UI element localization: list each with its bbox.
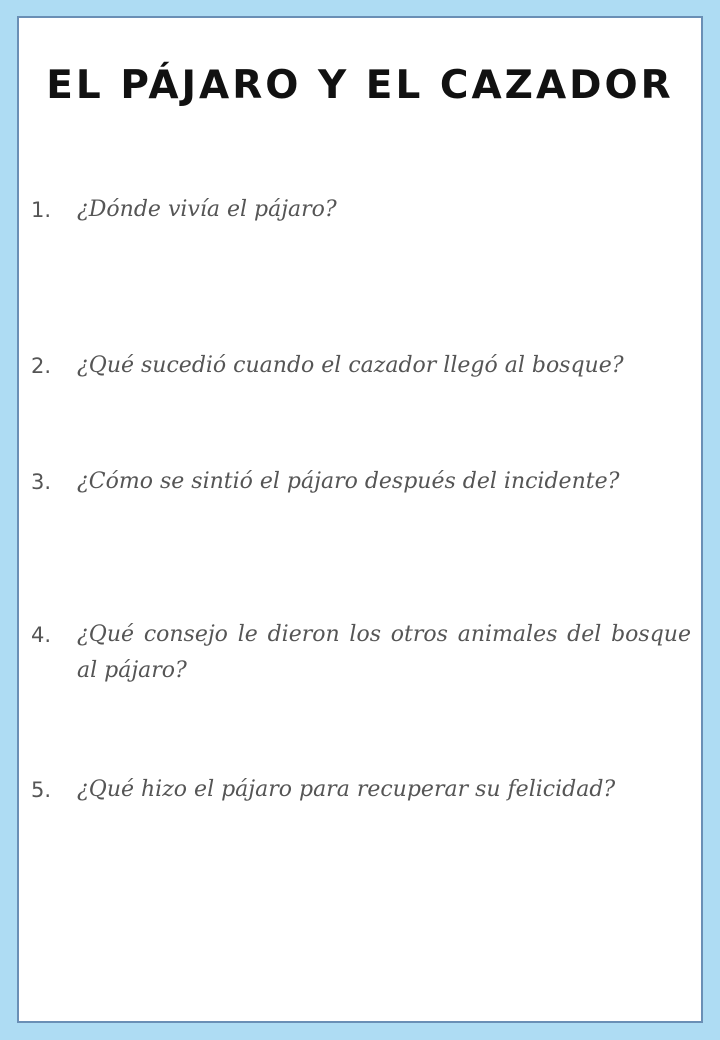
question-text: ¿Qué consejo le dieron los otros animales del bosque al pájaro? xyxy=(77,622,691,683)
question-text: ¿Qué hizo el pájaro para recuperar su felicidad? xyxy=(77,777,616,802)
page-title: EL PÁJARO Y EL CAZADOR xyxy=(46,63,674,108)
question-number: 4. xyxy=(31,623,52,647)
question-text: ¿Dónde vivía el pájaro? xyxy=(77,197,337,222)
question-number: 3. xyxy=(31,470,52,494)
question-text: ¿Qué sucedió cuando el cazador llegó al bosque? xyxy=(77,353,624,378)
question-item-3 xyxy=(31,464,691,500)
question-item-2 xyxy=(31,348,691,384)
worksheet-page xyxy=(17,16,703,1023)
question-text: ¿Cómo se sintió el pájaro después del incidente? xyxy=(77,469,620,494)
question-item-1 xyxy=(31,192,691,228)
question-item-5 xyxy=(31,772,691,808)
question-item-4 xyxy=(31,617,691,689)
question-number: 5. xyxy=(31,778,52,802)
question-number: 1. xyxy=(31,198,52,222)
question-number: 2. xyxy=(31,354,52,378)
